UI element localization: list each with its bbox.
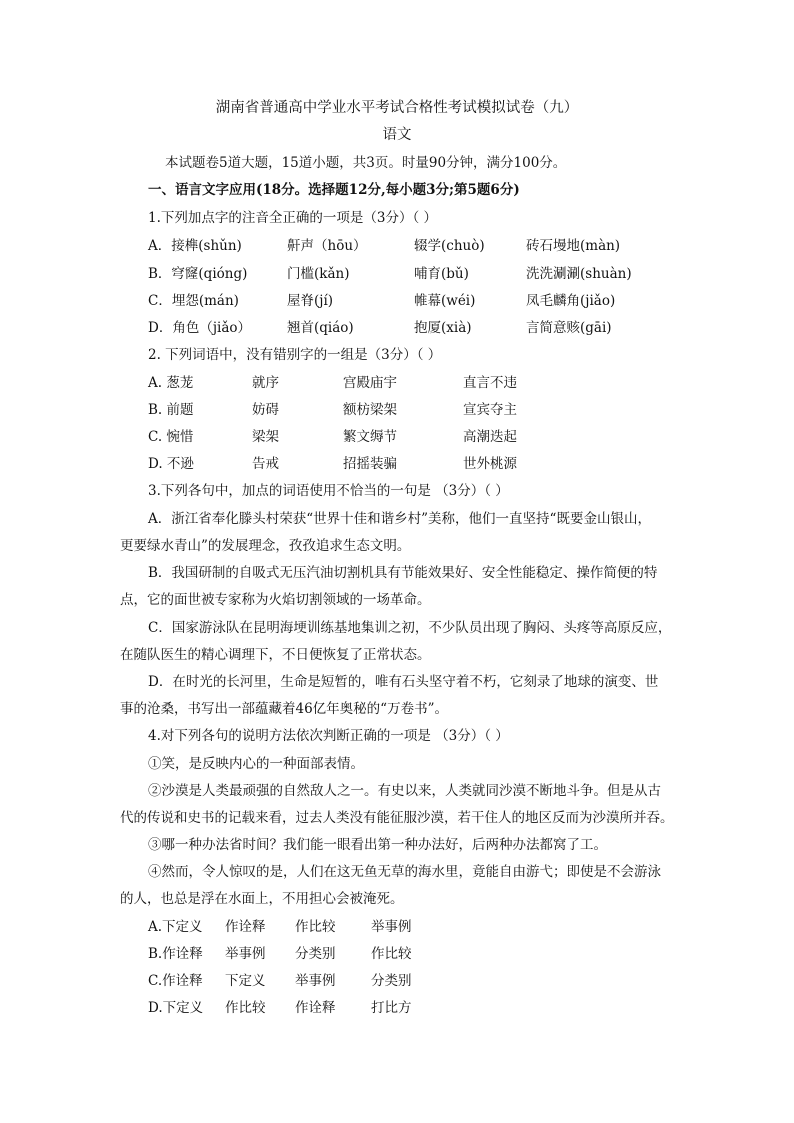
q2-c-4: 高潮迭起 xyxy=(463,429,517,445)
q4-a-4: 举事例 xyxy=(371,919,412,935)
q4-a-3: 作比较 xyxy=(295,919,336,935)
q4-sentence-1: ①笑，是反映内心的一种面部表情。 xyxy=(148,756,364,772)
q2-d-1: D. 不逊 xyxy=(148,456,194,472)
q2-a-1: A. 葱茏 xyxy=(148,375,194,391)
exam-intro: 本试题卷5道大题，15道小题，共3页。时量90分钟，满分100分。 xyxy=(165,155,567,171)
q1-d-3: 抱厦(xià) xyxy=(414,320,472,336)
q4-b-4: 作比较 xyxy=(371,946,412,962)
q4-b-1: B.作诠释 xyxy=(148,946,203,962)
q1-d-1: D．角色（jiǎo） xyxy=(148,320,252,336)
q2-a-4: 直言不违 xyxy=(463,375,517,391)
q1-c-4: 凤毛麟角(jiǎo) xyxy=(526,293,616,309)
q1-a-1: A．接榫(shǔn) xyxy=(148,238,242,254)
q4-d-3: 作诠释 xyxy=(295,1000,336,1016)
q1-a-2: 鼾声（hōu） xyxy=(287,238,367,254)
q4-d-1: D.下定义 xyxy=(148,1000,204,1016)
q4-c-2: 下定义 xyxy=(225,973,266,989)
q4-b-2: 举事例 xyxy=(225,946,266,962)
q4-b-3: 分类别 xyxy=(295,946,336,962)
q2-d-2: 告戒 xyxy=(252,456,279,472)
q4-sentence-2-line1: ②沙漠是人类最顽强的自然敌人之一。有史以来，人类就同沙漠不断地斗争。但是从古 xyxy=(148,783,661,799)
q3-option-a-line2: 更要绿水青山”的发展理念，孜孜追求生态文明。 xyxy=(120,538,411,554)
q3-option-b-line2: 点，它的面世被专家称为火焰切割领域的一场革命。 xyxy=(120,592,431,608)
q2-b-2: 妨碍 xyxy=(252,402,279,418)
q2-d-3: 招摇装骗 xyxy=(343,456,397,472)
q2-a-3: 宫殿庙宇 xyxy=(343,375,397,391)
q1-d-2: 翘首(qiáo) xyxy=(287,320,354,336)
q1-stem: 1.下列加点字的注音全正确的一项是（3分）（ ） xyxy=(148,210,438,226)
q3-stem: 3.下列各句中，加点的词语使用不恰当的一句是 （3分）（ ） xyxy=(148,483,509,499)
exam-title: 湖南省普通高中学业水平考试合格性考试模拟试卷（九） xyxy=(215,100,579,116)
q4-c-3: 举事例 xyxy=(295,973,336,989)
q1-c-1: C．埋怨(mán) xyxy=(148,293,239,309)
q2-a-2: 就序 xyxy=(252,375,279,391)
q4-stem: 4.对下列各句的说明方法依次判断正确的一项是 （3分）（ ） xyxy=(148,728,509,744)
q3-option-c-line2: 在随队医生的精心调理下，不日便恢复了正常状态。 xyxy=(120,647,431,663)
q4-c-4: 分类别 xyxy=(371,973,412,989)
q4-sentence-4-line1: ④然而，令人惊叹的是，人们在这无鱼无草的海水里，竟能自由游弋；即使是不会游泳 xyxy=(148,864,661,880)
q3-option-b-line1: B．我国研制的自吸式无压汽油切割机具有节能效果好、安全性能稳定、操作简便的特 xyxy=(148,565,658,581)
q1-a-3: 辍学(chuò) xyxy=(414,238,485,254)
q4-c-1: C.作诠释 xyxy=(148,973,203,989)
q1-b-4: 洗洗涮涮(shuàn) xyxy=(526,266,632,282)
section-heading: 一、语言文字应用(18分。选择题12分,每小题3分;第5题6分) xyxy=(148,182,520,198)
q3-option-a-line1: A．浙江省奉化滕头村荣获“世界十佳和谐乡村”美称，他们一直坚持“既要金山银山， xyxy=(148,511,651,527)
q1-b-3: 哺育(bǔ) xyxy=(414,266,469,282)
q4-d-2: 作比较 xyxy=(225,1000,266,1016)
q3-option-c-line1: C．国家游泳队在昆明海埂训练基地集训之初，不少队员出现了胸闷、头疼等高原反应， xyxy=(148,620,672,636)
q1-b-1: B．穹窿(qióng) xyxy=(148,266,248,282)
q2-stem: 2. 下列词语中，没有错别字的一组是（3分）（ ） xyxy=(148,347,442,363)
q1-a-4: 砖石墁地(màn) xyxy=(526,238,621,254)
q4-sentence-2-line2: 代的传说和史书的记载来看，过去人类没有能征服沙漠，若干住人的地区反而为沙漠所并吞。 xyxy=(120,810,674,826)
q4-sentence-3: ③哪一种办法省时间？我们能一眼看出第一种办法好，后两种办法都窝了工。 xyxy=(148,837,607,853)
q2-d-4: 世外桃源 xyxy=(463,456,517,472)
q3-option-d-line2: 事的沧桑，书写出一部蕴藏着46亿年奥秘的“万卷书”。 xyxy=(120,701,448,717)
q3-option-d-line1: D．在时光的长河里，生命是短暂的，唯有石头坚守着不朽，它刻录了地球的演变、世 xyxy=(148,674,659,690)
q1-d-4: 言简意赅(gāi) xyxy=(526,320,612,336)
q4-d-4: 打比方 xyxy=(371,1000,412,1016)
subject-title: 语文 xyxy=(382,127,412,143)
q2-c-1: C. 惋惜 xyxy=(148,429,194,445)
q2-c-3: 繁文缛节 xyxy=(343,429,397,445)
q2-b-4: 宣宾夺主 xyxy=(463,402,517,418)
q4-sentence-4-line2: 的人，也总是浮在水面上，不用担心会被淹死。 xyxy=(120,891,404,907)
q1-c-2: 屋脊(jí) xyxy=(287,293,334,309)
q4-a-1: A.下定义 xyxy=(148,919,203,935)
q2-c-2: 梁架 xyxy=(252,429,279,445)
q4-a-2: 作诠释 xyxy=(225,919,266,935)
q1-b-2: 门槛(kǎn) xyxy=(287,266,350,282)
q2-b-1: B. 前题 xyxy=(148,402,194,418)
q2-b-3: 额枋梁架 xyxy=(343,402,397,418)
q1-c-3: 帷幕(wéi) xyxy=(414,293,476,309)
